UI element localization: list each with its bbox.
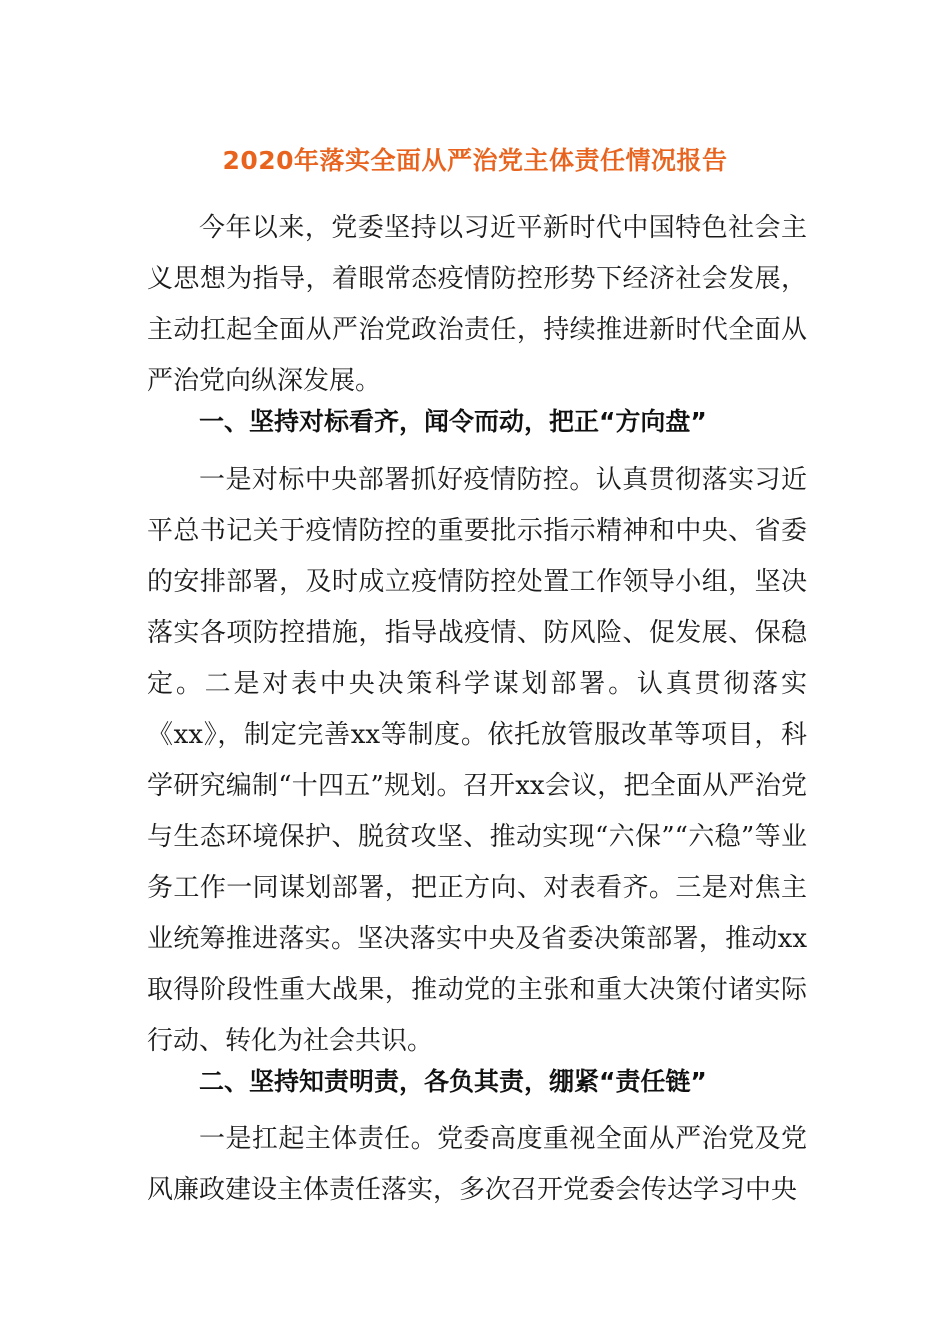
document-title: 2020年落实全面从严治党主体责任情况报告 <box>222 146 728 175</box>
intro-paragraph: 今年以来，党委坚持以习近平新时代中国特色社会主义思想为指导，着眼常态疫情防控形势下经济社会发展，主动扛起全面从严治党政治责任，持续推进新时代全面从严治党向纵深发展。 <box>147 213 807 396</box>
section-2-heading: 二、坚持知责明责，各负其责，绷紧“责任链” <box>199 1067 707 1096</box>
section-1-paragraph: 一是对标中央部署抓好疫情防控。认真贯彻落实习近平总书记关于疫情防控的重要批示指示精神和中央、省委的安排部署，及时成立疫情防控处置工作领导小组，坚决落实各项防控措施，指导战疫情、防风险、促发展、保稳定。二是对表中央决策科学谋划部署。认真贯彻落实《xx》，制定完善xx等制度。依托放管服改革等项目，科学研究编制“十四五”规划。召开xx会议，把全面从严治党与生态环境保护、脱贫攻坚、推动实现“六保”“六稳”等业务工作一同谋划部署，把正方向、对表看齐。三是对焦主业统筹推进落实。坚决落实中央及省委决策部署，推动xx取得阶段性重大战果，推动党的主张和重大决策付诸实际行动、转化为社会共识。 <box>147 465 807 1056</box>
section-2-paragraph: 一是扛起主体责任。党委高度重视全面从严治党及党风廉政建设主体责任落实，多次召开党委会传达学习中央 <box>147 1124 807 1205</box>
section-1-heading: 一、坚持对标看齐，闻令而动，把正“方向盘” <box>199 407 707 436</box>
